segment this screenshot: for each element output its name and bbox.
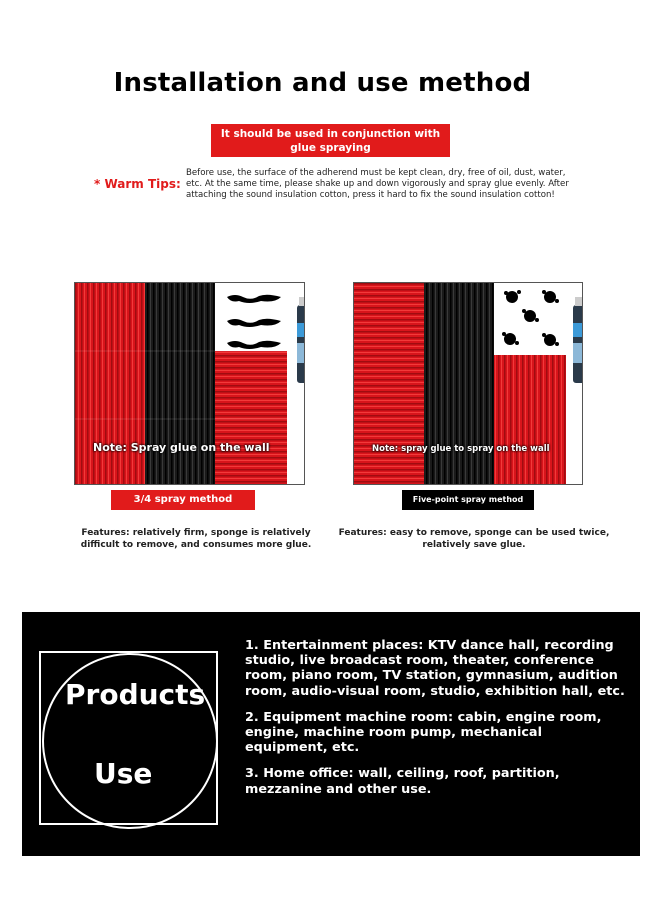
use-heading: Use	[94, 757, 153, 790]
note-prefix: Note:	[93, 441, 127, 454]
list-item: 1. Entertainment places: KTV dance hall, recording studio, live broadcast room, theater, conference room, piano room, TV station, gymnasium, audition room, audio-visual room, studio, exhibition hall, etc.	[245, 638, 625, 699]
list-item: 3. Home office: wall, ceiling, roof, partition, mezzanine and other use.	[245, 766, 560, 797]
black-foam-panel	[424, 283, 494, 485]
warm-tips-label: * Warm Tips:	[94, 177, 181, 191]
method-label-3-4: 3/4 spray method	[111, 490, 255, 510]
glue-spraying-banner: It should be used in conjunction with glue spraying	[211, 124, 450, 157]
products-heading: Products	[65, 678, 206, 711]
note-text: spray glue to spray on the wall	[401, 444, 550, 454]
note-text: Spray glue on the wall	[130, 441, 270, 454]
red-foam-panel	[75, 283, 145, 485]
features-text-1: Features: relatively firm, sponge is relatively difficult to remove, and consumes more glue.	[80, 528, 312, 550]
warm-tips-text: Before use, the surface of the adherend must be kept clean, dry, free of oil, dust, water, etc. At the same time, please shake up and down vigorously and spray glue evenly. After attaching the sound insulation cotton, press it hard to fix the sound insulation cotton!	[186, 168, 569, 201]
method-label-five-point: Five-point spray method	[402, 490, 534, 510]
red-foam-panel	[215, 351, 287, 485]
page-title: Installation and use method	[113, 68, 532, 98]
glue-dots	[502, 290, 559, 346]
glue-strip	[227, 295, 281, 303]
note-prefix: Note:	[372, 444, 399, 454]
spray-can-icon	[573, 297, 583, 383]
list-item: 2. Equipment machine room: cabin, engine room, engine, machine room pump, mechanical equipment, etc.	[245, 709, 602, 756]
foam-panels-illustration	[354, 283, 583, 485]
spray-can-icon	[297, 297, 305, 383]
spray-note-2	[372, 444, 550, 454]
products-use-section	[22, 612, 640, 856]
glue-strip	[227, 341, 281, 349]
products-use-list	[245, 638, 625, 808]
spray-method-illustration-1	[74, 282, 305, 485]
spray-method-illustration-2	[353, 282, 583, 485]
red-foam-panel	[494, 355, 566, 485]
spray-note-1	[93, 441, 270, 454]
features-text-2: Features: easy to remove, sponge can be used twice, relatively save glue.	[338, 528, 610, 550]
foam-panels-illustration	[75, 283, 305, 485]
red-foam-panel	[354, 283, 424, 485]
black-foam-panel	[145, 283, 215, 485]
glue-strip	[227, 319, 281, 327]
